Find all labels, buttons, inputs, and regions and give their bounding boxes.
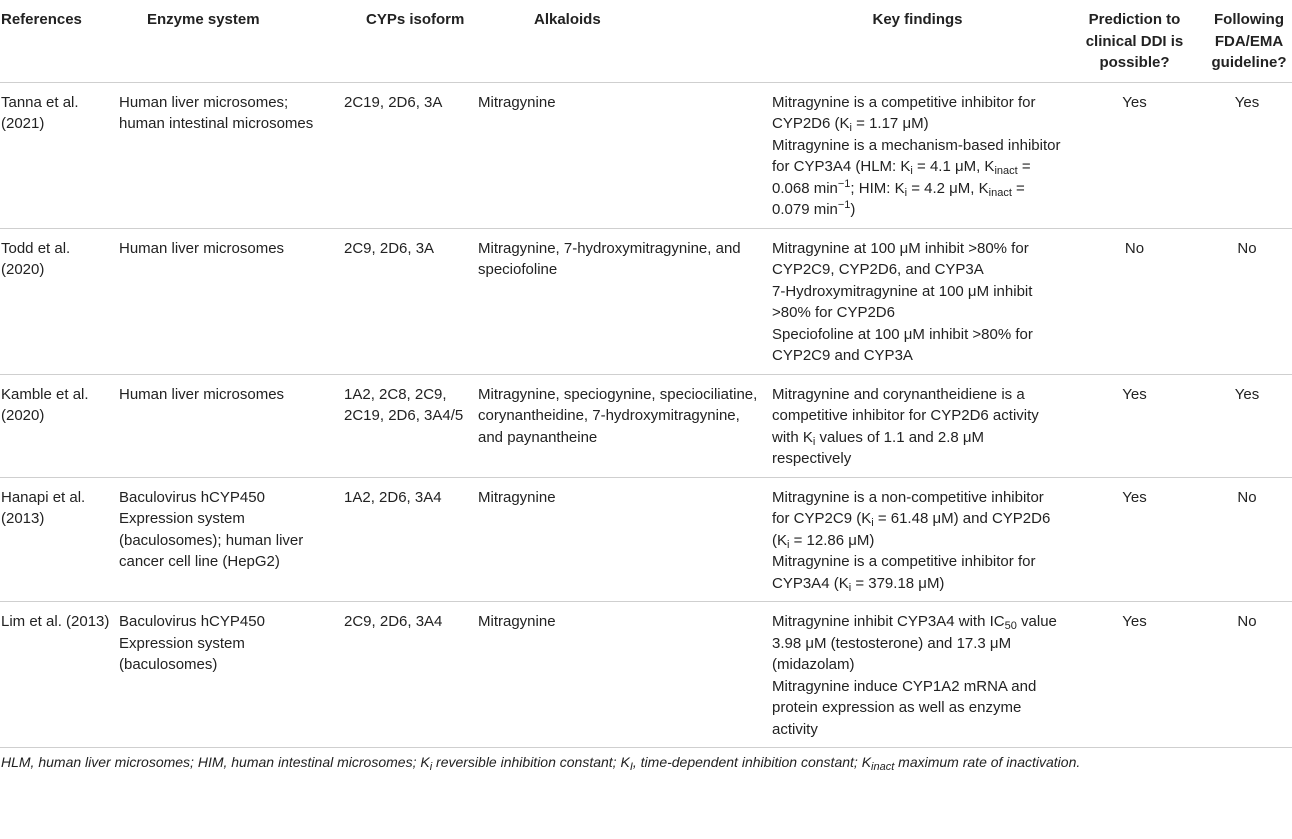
finding-line: Mitragynine and corynantheidiene is a competitive inhibitor for CYP2D6 activity with $K_i$ values of 1.1 and 2.8 μM respectively <box>772 385 1039 467</box>
reference-cell: Tanna et al. (2021) <box>0 82 115 228</box>
header-references: References <box>0 0 115 82</box>
alkaloids-cell: Mitragynine, speciogynine, speciociliatine, corynantheidine, 7-hydroxymitragynine, and paynantheine <box>474 374 768 477</box>
reference-cell: Lim et al. (2013) <box>0 602 115 748</box>
header-cyps-isoform: CYPs isoform <box>340 0 474 82</box>
findings-cell <box>768 82 1067 228</box>
alkaloids-cell: Mitragynine <box>474 82 768 228</box>
table-row <box>0 82 1292 228</box>
finding-line: Mitragynine is a non-competitive inhibitor for CYP2C9 ($K_i = 61.48$ μM) and CYP2D6 ($K_i = 12.86$ μM) <box>772 488 1051 551</box>
findings-cell <box>768 602 1067 748</box>
finding-line: Mitragynine is a mechanism-based inhibitor for CYP3A4 (HLM: $K_i = 4.1$ μM, $K_{inact} = 0.068$ $\min^{-1}$; HIM: $K_i = 4.2$ μM, $K_{inact} = 0.079$ $\min^{-1}$) <box>772 136 1061 218</box>
table-row <box>0 228 1292 374</box>
enzyme-system-cell: Baculovirus hCYP450 Expression system (baculosomes) <box>115 602 340 748</box>
header-enzyme-system: Enzyme system <box>115 0 340 82</box>
prediction-cell: Yes <box>1067 477 1202 602</box>
finding-line: Mitragynine is a competitive inhibitor for CYP2D6 ($K_i = 1.17$ μM) <box>772 93 1036 134</box>
prediction-cell: No <box>1067 228 1202 374</box>
table-footnote: HLM, human liver microsomes; HIM, human intestinal microsomes; $K_i$ reversible inhibition constant; $K_I$, time-dependent inhibition constant; $K_{inact}$ maximum rate of inactivation. <box>1 754 1081 773</box>
findings-cell <box>768 228 1067 374</box>
header-guideline: Following FDA/EMA guideline? <box>1202 0 1292 82</box>
prediction-cell: Yes <box>1067 602 1202 748</box>
reference-cell: Kamble et al. (2020) <box>0 374 115 477</box>
findings-cell <box>768 477 1067 602</box>
header-alkaloids: Alkaloids <box>474 0 768 82</box>
prediction-cell: Yes <box>1067 374 1202 477</box>
reference-cell: Todd et al. (2020) <box>0 228 115 374</box>
guideline-cell: Yes <box>1202 82 1292 228</box>
alkaloids-cell: Mitragynine, 7-hydroxymitragynine, and speciofoline <box>474 228 768 374</box>
header-row <box>0 0 1292 82</box>
table-row <box>0 477 1292 602</box>
cyps-cell: 1A2, 2D6, 3A4 <box>340 477 474 602</box>
cyps-cell: 2C9, 2D6, 3A <box>340 228 474 374</box>
prediction-cell: Yes <box>1067 82 1202 228</box>
guideline-cell: No <box>1202 477 1292 602</box>
finding-line: Mitragynine at 100 μM inhibit >80% for CYP2C9, CYP2D6, and CYP3A <box>772 239 1029 278</box>
cyps-cell: 1A2, 2C8, 2C9, 2C19, 2D6, 3A4/5 <box>340 374 474 477</box>
table-row <box>0 374 1292 477</box>
finding-line: Mitragynine is a competitive inhibitor for CYP3A4 ($K_i = 379.18$ μM) <box>772 553 1036 594</box>
reference-cell: Hanapi et al. (2013) <box>0 477 115 602</box>
enzyme-system-cell: Human liver microsomes <box>115 228 340 374</box>
cyps-cell: 2C9, 2D6, 3A4 <box>340 602 474 748</box>
header-prediction: Prediction to clinical DDI is possible? <box>1067 0 1202 82</box>
enzyme-system-cell: Human liver microsomes <box>115 374 340 477</box>
guideline-cell: No <box>1202 228 1292 374</box>
cyps-cell: 2C19, 2D6, 3A <box>340 82 474 228</box>
header-key-findings: Key findings <box>768 0 1067 82</box>
finding-line: 7-Hydroxymitragynine at 100 μM inhibit >80% for CYP2D6 <box>772 282 1033 321</box>
finding-line: Mitragynine inhibit CYP3A4 with $IC_{50}$ value 3.98 μM (testosterone) and 17.3 μM (midazolam) <box>772 613 1057 673</box>
alkaloids-cell: Mitragynine <box>474 477 768 602</box>
alkaloids-cell: Mitragynine <box>474 602 768 748</box>
finding-line: Mitragynine induce CYP1A2 mRNA and protein expression as well as enzyme activity <box>772 677 1037 738</box>
enzyme-system-cell: Baculovirus hCYP450 Expression system (baculosomes); human liver cancer cell line (HepG2) <box>115 477 340 602</box>
guideline-cell: No <box>1202 602 1292 748</box>
table-row <box>0 602 1292 748</box>
guideline-cell: Yes <box>1202 374 1292 477</box>
finding-line: Speciofoline at 100 μM inhibit >80% for CYP2C9 and CYP3A <box>772 325 1033 364</box>
findings-cell <box>768 374 1067 477</box>
enzyme-system-cell: Human liver microsomes; human intestinal microsomes <box>115 82 340 228</box>
